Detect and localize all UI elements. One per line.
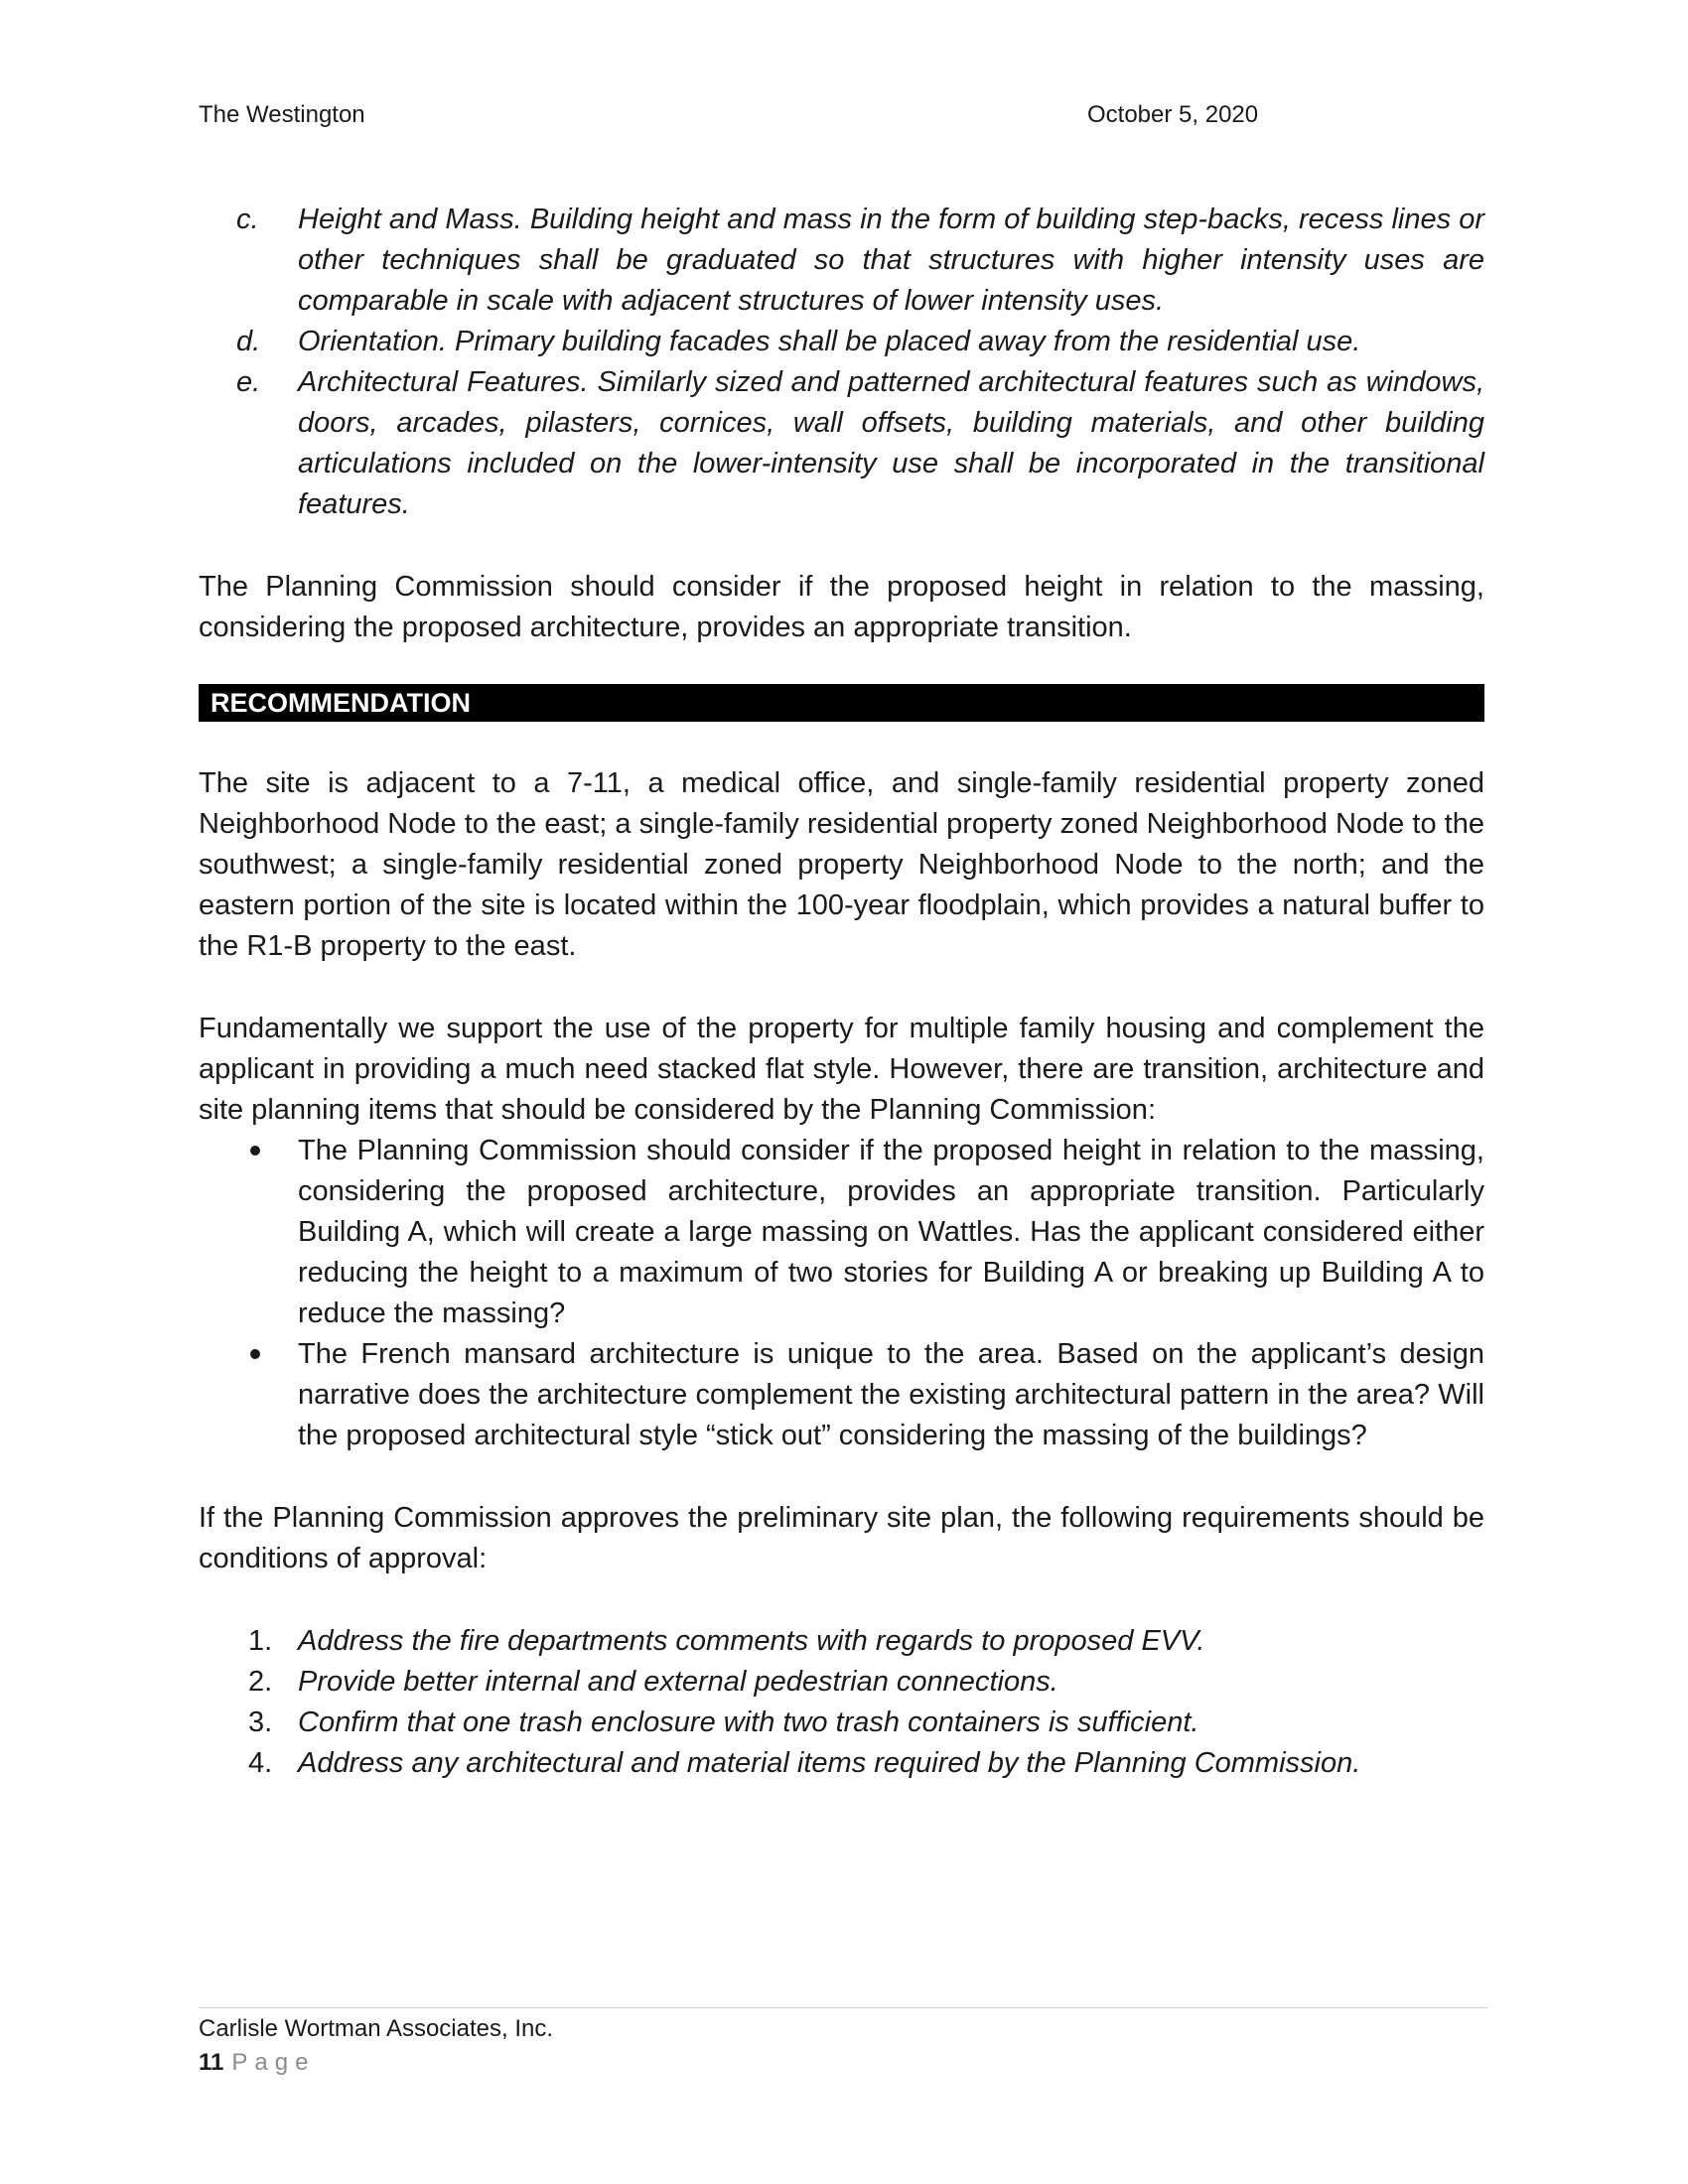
condition-number: 2. (248, 1666, 273, 1698)
bullet-item (199, 1131, 1484, 1334)
bullet-text: The Planning Commission should consider if the proposed height in relation to the massing, considering the proposed architecture, provides an appropriate transition. Particularly Building A, which will create a large massing on Wattles. Has the applicant considered either reducing the height to a maximum of two stories for Building A or breaking up Building A to reduce the massing? (298, 1135, 1484, 1329)
criteria-text: Height and Mass. Building height and mass in the form of building step-backs, recess lines or other techniques shall be graduated so that structures with higher intensity uses are comparable in scale with adjacent structures of lower intensity uses. (298, 204, 1484, 317)
criteria-item-c (199, 200, 1484, 322)
condition-number: 1. (248, 1625, 273, 1657)
condition-item (199, 1743, 1484, 1784)
planning-commission-paragraph: The Planning Commission should consider if the proposed height in relation to the massing, considering the proposed architecture, provides an appropriate transition. (199, 571, 1484, 643)
body-content (199, 200, 1484, 1784)
support-paragraph: Fundamentally we support the use of the property for multiple family housing and complement the applicant in providing a much need stacked flat style. However, there are transition, architecture and site planning items that should be considered by the Planning Commission: (199, 1013, 1484, 1126)
criteria-marker: c. (236, 204, 259, 235)
condition-text: Provide better internal and external pedestrian connections. (298, 1666, 1058, 1698)
criteria-item-d (199, 322, 1484, 362)
page-number: 11 (199, 2049, 224, 2076)
footer-company: Carlisle Wortman Associates, Inc. (199, 2015, 554, 2042)
condition-text: Address any architectural and material items required by the Planning Commission. (298, 1747, 1361, 1779)
condition-number: 3. (248, 1706, 273, 1738)
condition-text: Address the fire departments comments with regards to proposed EVV. (298, 1625, 1205, 1657)
conditions-intro-paragraph: If the Planning Commission approves the preliminary site plan, the following requirements should be conditions of approval: (199, 1502, 1484, 1574)
condition-item (199, 1662, 1484, 1703)
condition-item (199, 1621, 1484, 1662)
criteria-marker: e. (236, 366, 261, 398)
header-project-name: The Westington (199, 101, 365, 128)
footer-divider (199, 2007, 1487, 2008)
bullet-item (199, 1334, 1484, 1456)
bullet-dot-icon (250, 1146, 260, 1156)
footer-page (199, 2049, 315, 2077)
condition-item (199, 1703, 1484, 1743)
section-heading-recommendation: RECOMMENDATION (199, 684, 1484, 722)
bullet-text: The French mansard architecture is unique to the area. Based on the applicant’s design narrative does the architecture complement the existing architectural pattern in the area? Will the proposed architectural style “stick out” considering the massing of the buildings? (298, 1338, 1484, 1451)
criteria-text: Architectural Features. Similarly sized and patterned architectural features such as windows, doors, arcades, pilasters, cornices, wall offsets, building materials, and other building articulations included on the lower-intensity use shall be incorporated in the transitional features. (298, 366, 1484, 520)
page-label: Page (231, 2049, 316, 2076)
bullet-dot-icon (250, 1349, 260, 1359)
criteria-text: Orientation. Primary building facades shall be placed away from the residential use. (298, 326, 1361, 357)
criteria-item-e (199, 362, 1484, 525)
site-context-paragraph: The site is adjacent to a 7-11, a medical office, and single-family residential property zoned Neighborhood Node to the east; a single-family residential property zoned Neighborhood Node to the southwest; a single-family residential zoned property Neighborhood Node to the north; and the eastern portion of the site is located within the 100-year floodplain, which provides a natural buffer to the R1-B property to the east. (199, 767, 1484, 962)
condition-text: Confirm that one trash enclosure with two trash containers is sufficient. (298, 1706, 1199, 1738)
header-date: October 5, 2020 (1087, 101, 1259, 128)
criteria-marker: d. (236, 326, 261, 357)
condition-number: 4. (248, 1747, 273, 1779)
